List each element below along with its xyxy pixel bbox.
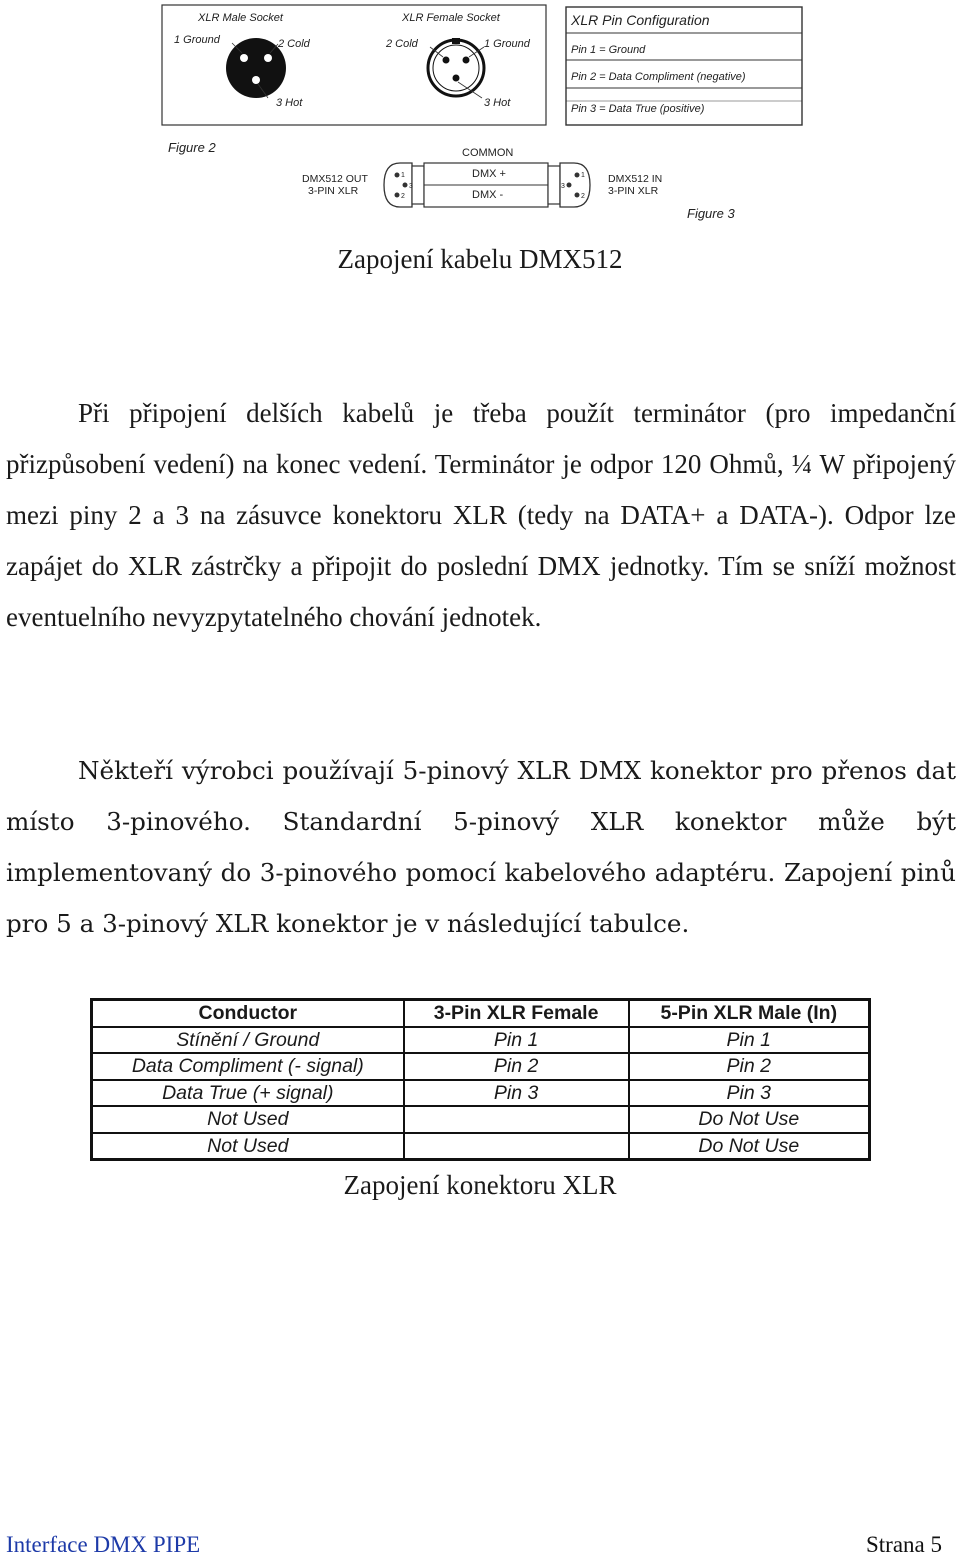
xlr-figure (150, 0, 810, 230)
table-row (92, 1053, 870, 1080)
footer-page-number: Strana 5 (865, 1532, 942, 1557)
table-cell: Data Compliment (- signal) (92, 1053, 404, 1080)
female-pin3-label: 3 Hot (484, 97, 511, 109)
table-row (92, 1027, 870, 1054)
figure3-label: Figure 3 (687, 206, 735, 221)
in-pin-digit-2: 2 (581, 193, 585, 200)
common-label: COMMON (462, 147, 514, 159)
column-header: 5-Pin XLR Male (In) (629, 1000, 870, 1027)
male-pin1-label: 1 Ground (174, 34, 220, 46)
pin-config-row-3: Pin 3 = Data True (positive) (571, 103, 705, 115)
table-cell: Stínění / Ground (92, 1027, 404, 1054)
pin-config-row-2: Pin 2 = Data Compliment (negative) (571, 71, 746, 83)
table-cell: Pin 2 (404, 1053, 629, 1080)
table-cell: Do Not Use (629, 1133, 870, 1160)
xlr-male-socket-icon (226, 38, 286, 98)
terminator-paragraph (6, 388, 956, 643)
out-pin-digit-3: 3 (409, 183, 413, 190)
footer-document-title: Interface DMX PIPE (6, 1532, 201, 1557)
table-row (92, 1080, 870, 1107)
dmx-minus-label: DMX - (472, 189, 504, 201)
female-pin2-label: 2 Cold (386, 38, 418, 50)
table-cell: Pin 2 (629, 1053, 870, 1080)
male-pin2-label: 2 Cold (278, 38, 310, 50)
pin-table (90, 998, 871, 1161)
male-pin3-label: 3 Hot (276, 97, 303, 109)
table-caption: Zapojení konektoru XLR (343, 1170, 617, 1200)
dmx-out-label-line2: 3-PIN XLR (308, 185, 359, 197)
table-cell: Pin 1 (404, 1027, 629, 1054)
dmx-out-label-line1: DMX512 OUT (302, 173, 368, 185)
in-pin-digit-1: 1 (581, 172, 585, 179)
in-pin-digit-3: 3 (561, 183, 565, 190)
table-cell (404, 1106, 629, 1133)
out-pin-digit-1: 1 (401, 172, 405, 179)
out-pin-digit-2: 2 (401, 193, 405, 200)
female-pin1-label: 1 Ground (484, 38, 530, 50)
dmx-in-label-line1: DMX512 IN (608, 173, 663, 185)
five-pin-paragraph (6, 745, 956, 949)
cable-caption: Zapojení kabelu DMX512 (337, 244, 623, 274)
dmx-in-label-line2: 3-PIN XLR (608, 185, 659, 197)
table-cell: Pin 3 (404, 1080, 629, 1107)
pin-config-title: XLR Pin Configuration (571, 12, 710, 28)
figure2-label: Figure 2 (168, 140, 216, 155)
table-row (92, 1133, 870, 1160)
table-header-row (92, 1000, 870, 1027)
table-cell: Not Used (92, 1106, 404, 1133)
table-row (92, 1106, 870, 1133)
table-cell: Do Not Use (629, 1106, 870, 1133)
terminator-paragraph-text: Při připojení delších kabelů je třeba použít terminátor (pro impedanční přizpůsobení vedení) na konec vedení. Terminátor je odpor 120 Ohmů, ¼ W připojený mezi piny 2 a 3 na zásuvce konektoru XLR (tedy na DATA+ a DATA-). Odpor lze zapájet do XLR zástrčky a připojit do poslední DMX jednotky. Tím se sníží možnost eventuelního nevyzpytatelného chování jednotek. (6, 398, 956, 632)
female-socket-title: XLR Female Socket (402, 12, 500, 24)
table-cell: Pin 3 (629, 1080, 870, 1107)
male-socket-title: XLR Male Socket (198, 12, 283, 24)
table-cell (404, 1133, 629, 1160)
xlr-female-socket-icon (428, 38, 484, 98)
five-pin-paragraph-text: Někteří výrobci používají 5-pinový XLR DMX konektor pro přenos dat místo 3-pinového. Standardní 5-pinový XLR konektor může být implementovaný do 3-pinového pomocí kabelového adaptéru. Zapojení pinů pro 5 a 3-pinový XLR konektor je v následující tabulce. (6, 756, 956, 938)
pin-config-row-1: Pin 1 = Ground (571, 44, 646, 56)
table-cell: Not Used (92, 1133, 404, 1160)
table-cell: Pin 1 (629, 1027, 870, 1054)
table-cell: Data True (+ signal) (92, 1080, 404, 1107)
column-header: Conductor (92, 1000, 404, 1027)
column-header: 3-Pin XLR Female (404, 1000, 629, 1027)
dmx-plus-label: DMX + (472, 168, 506, 180)
